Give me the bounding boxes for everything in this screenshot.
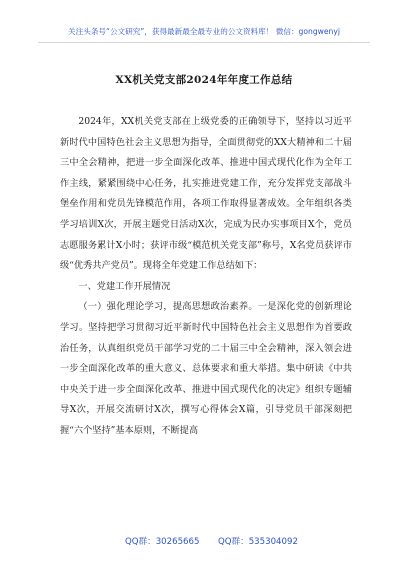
document-body <box>60 112 352 442</box>
subsection-paragraph: （一）强化理论学习，提高思想政治素养。一是深化党的创新理论学习。坚持把学习贯彻习近平新时代中国特色社会主义思想作为首要政治任务，认真组织党员干部学习党的二十届三中全会精神，深入领会进一步全面深化改革的重大意义、总体要求和重大举措。集中研读《中共中央关于进一步全面深化改革、推进中国式现代化的决定》组织专题辅导X次，开展交流研讨X次，撰写心得体会X篇，引导党员干部深刻把握“六个坚持”基本原则，不断提高 <box>60 301 352 436</box>
section-heading: 一、党建工作开展情况 <box>78 280 171 292</box>
footer-qq-group-1: QQ群：30265665 <box>125 537 200 547</box>
document-title: XX机关党支部2024年年度工作总结 <box>115 74 293 86</box>
header-watermark-note: 关注头条号“公文研究”，获得最新最全最专业的公文资料库！ 微信：gongwenyj <box>68 27 340 36</box>
footer-qq-group-2: QQ群：535304092 <box>218 537 298 547</box>
header-divider <box>38 42 370 43</box>
intro-paragraph: 2024年，XX机关党支部在上级党委的正确领导下，坚持以习近平新时代中国特色社会主义思想为指导，全面贯彻党的XX大精神和二十届三中全会精神，把进一步全面深化改革、推进中国式现代化作为全年工作主线，紧紧围绕中心任务，扎实推进党建工作，充分发挥党支部战斗堡垒作用和党员先锋模范作用，各项工作取得显著成效。全年组织各类学习培训X次，开展主题党日活动X次，完成为民办实事项目X个，党员志愿服务累计X小时；获评市级“模范机关党支部”称号，X名党员获评市级“优秀共产党员”。现将全年党建工作总结如下： <box>60 116 352 272</box>
